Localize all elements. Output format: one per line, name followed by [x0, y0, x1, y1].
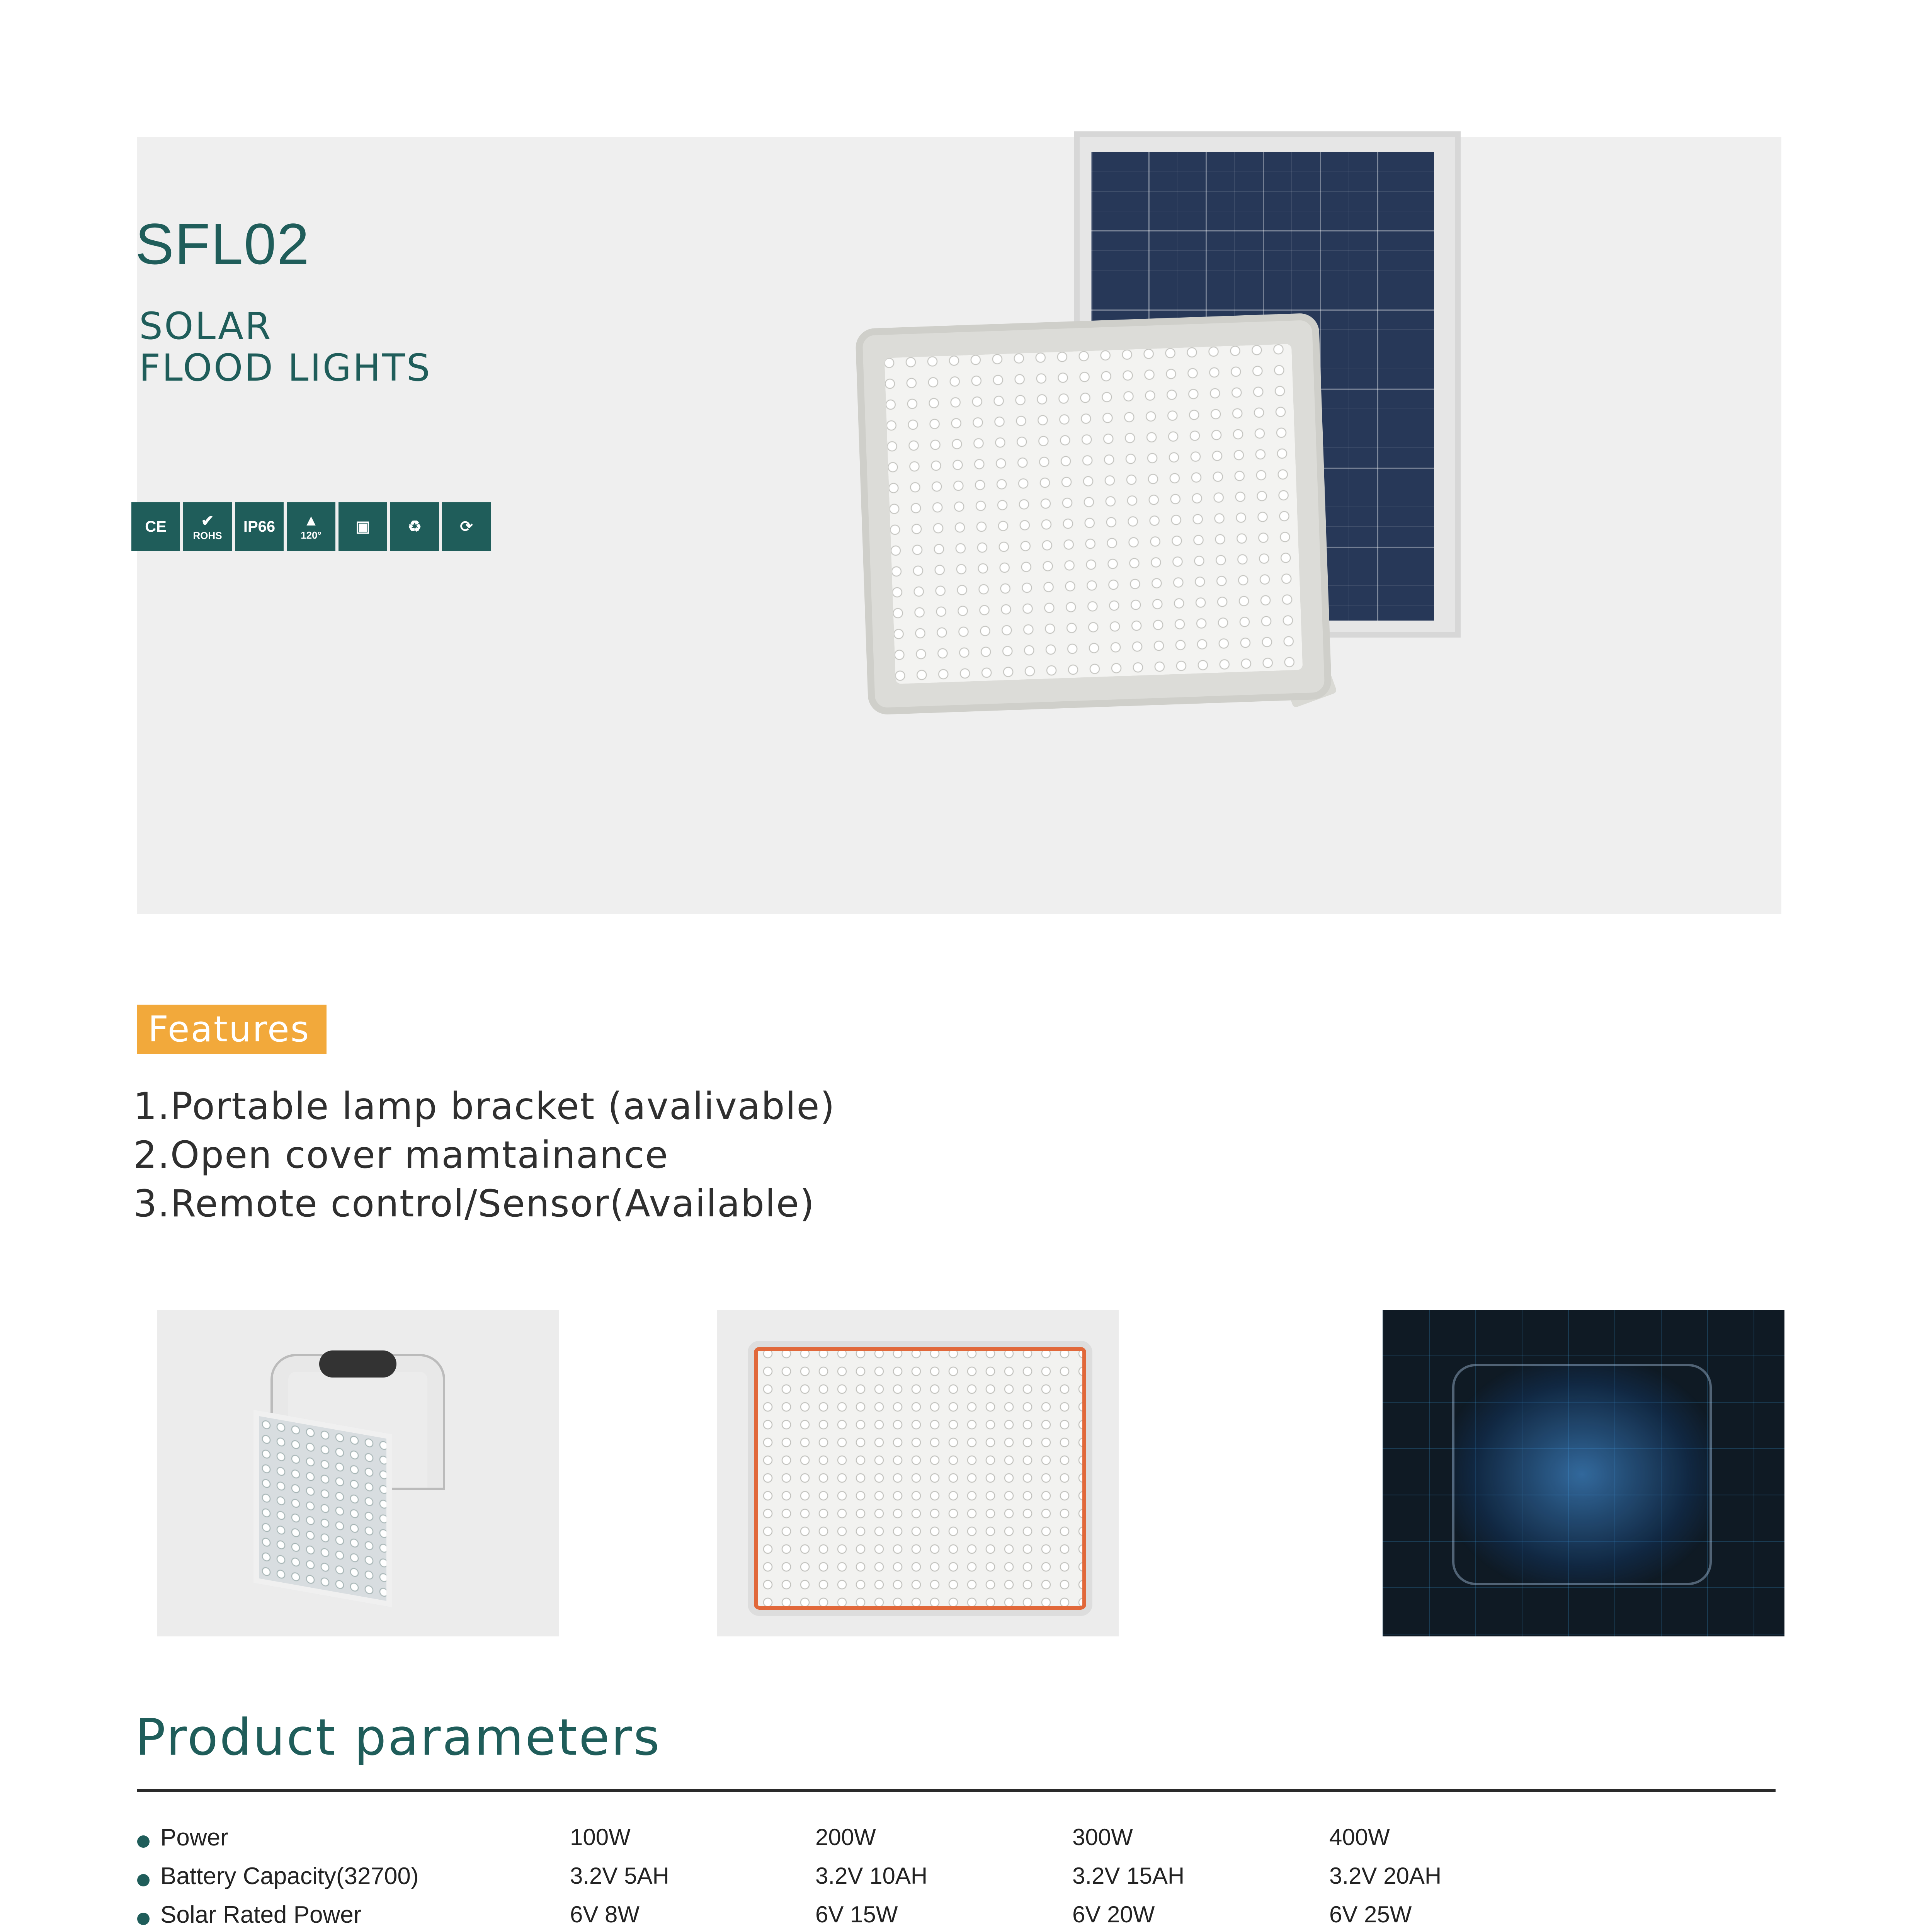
cell: 100W: [570, 1824, 631, 1850]
cell: 3.2V 20AH: [1329, 1863, 1442, 1889]
battery-pack-photo: [1383, 1310, 1784, 1636]
weee-icon: ♻: [390, 502, 439, 551]
portable-bracket-photo: [157, 1310, 559, 1636]
open-cover-photo: [717, 1310, 1119, 1636]
cell: 3.2V 5AH: [570, 1863, 669, 1889]
parameters-title: Product parameters: [135, 1708, 661, 1767]
bullet-icon: [137, 1913, 150, 1925]
cell: 6V 25W: [1329, 1901, 1412, 1927]
row-label: Battery Capacity(32700): [160, 1863, 419, 1889]
beam-angle-icon: ▲ 120°: [287, 502, 335, 551]
row-label: Solar Rated Power: [160, 1901, 362, 1928]
feature-item: 2.Open cover mamtainance: [133, 1133, 669, 1177]
cell: 3.2V 15AH: [1072, 1863, 1185, 1889]
subtitle-line-1: SOLAR: [139, 304, 272, 348]
model-name: SFL02: [135, 211, 310, 276]
bullet-icon: [137, 1874, 150, 1886]
certification-badges: [131, 502, 491, 551]
cell: 400W: [1329, 1824, 1390, 1850]
features-heading: Features: [137, 1005, 327, 1054]
feature-item: 3.Remote control/Sensor(Available): [133, 1182, 815, 1225]
subtitle-line-2: FLOOD LIGHTS: [139, 346, 432, 389]
features-list: [133, 1082, 835, 1228]
cell: 6V 15W: [815, 1901, 898, 1927]
product-subtitle: [139, 305, 432, 389]
cell: 300W: [1072, 1824, 1133, 1850]
cell: 6V 20W: [1072, 1901, 1155, 1927]
double-insulation-icon: ▣: [338, 502, 387, 551]
cell: 6V 8W: [570, 1901, 640, 1927]
divider: [137, 1789, 1776, 1792]
feature-item: 1.Portable lamp bracket (avalivable): [133, 1085, 835, 1128]
flood-light-image: [855, 313, 1332, 715]
cell: 200W: [815, 1824, 876, 1850]
row-label: Power: [160, 1824, 228, 1851]
rohs-icon: ✔ ROHS: [183, 502, 232, 551]
cell: 3.2V 10AH: [815, 1863, 928, 1889]
ip66-icon: IP66: [235, 502, 284, 551]
bullet-icon: [137, 1835, 150, 1848]
recycle-icon: ⟳: [442, 502, 491, 551]
ce-mark-icon: CE: [131, 502, 180, 551]
